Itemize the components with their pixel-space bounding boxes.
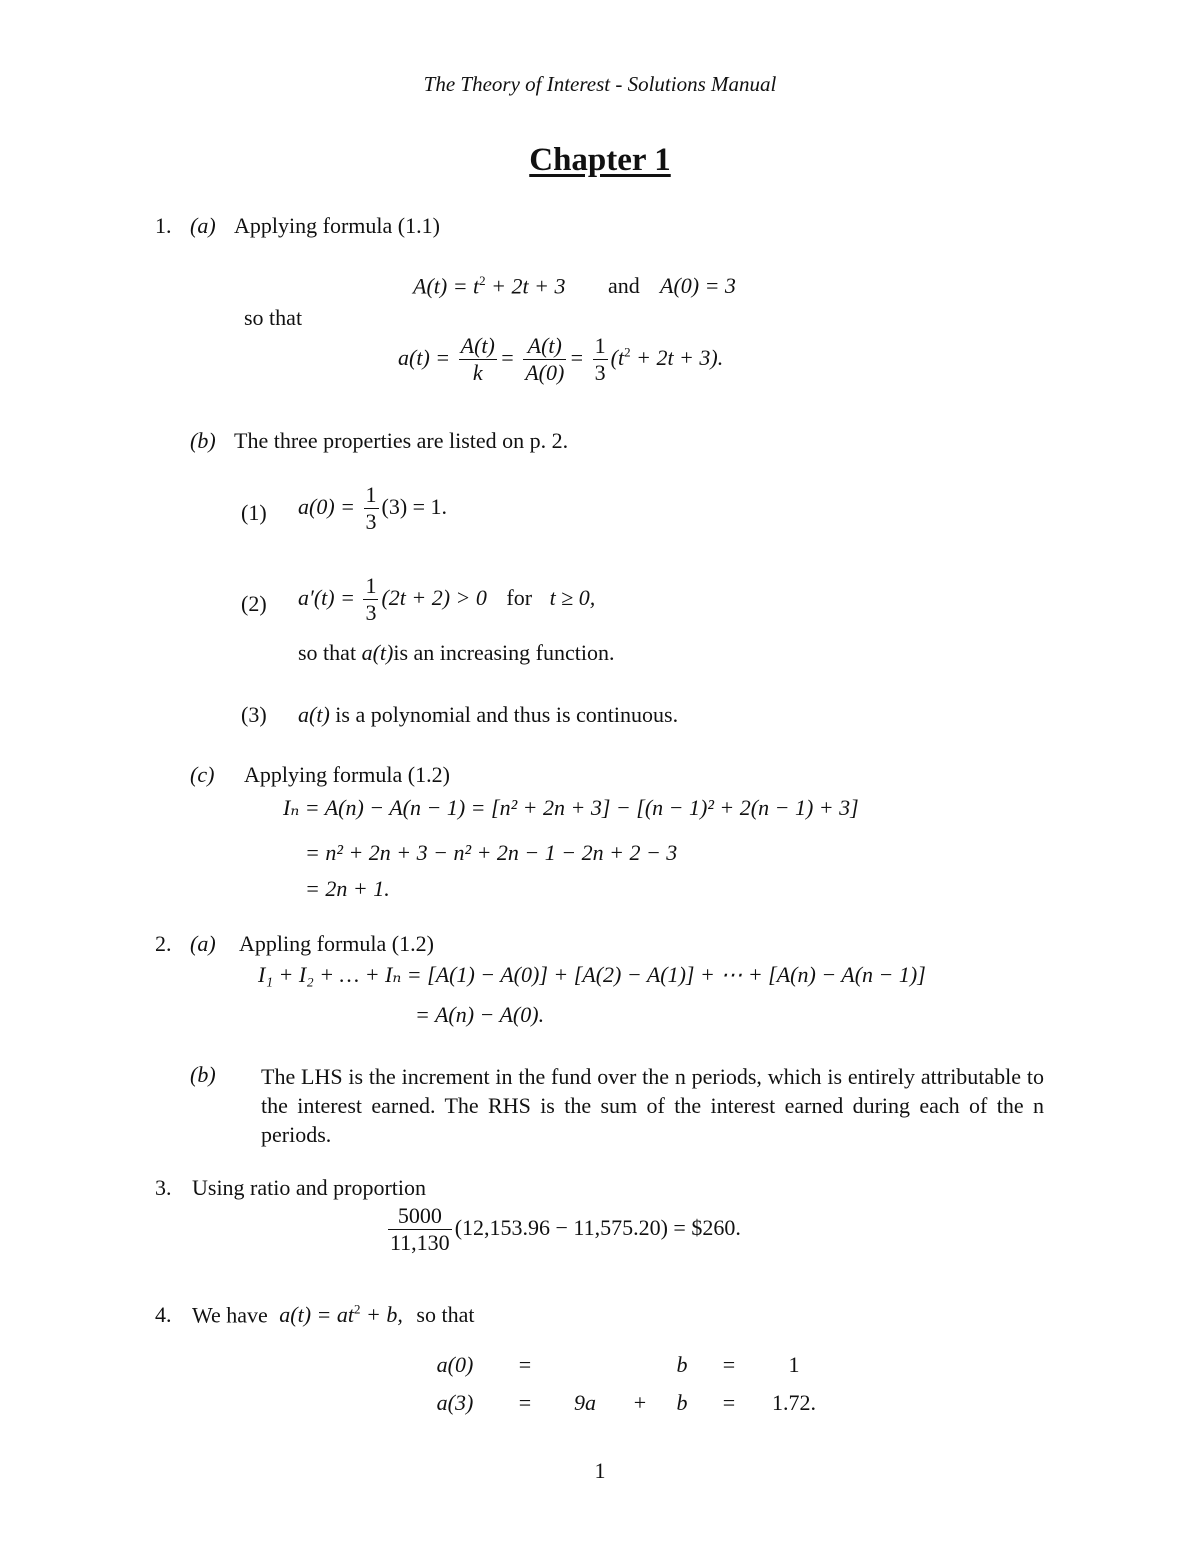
problem-2-number: 2. — [155, 931, 172, 956]
problem-1b-label: (b) — [190, 428, 216, 453]
equation-A-0: A(0) = 3 — [660, 273, 736, 298]
problem-1-number: 1. — [155, 213, 172, 238]
property-2-line2: so that a(t)is an increasing function. — [298, 640, 615, 665]
fraction-one-third-prop1: $\frac{1}{3}$ — [365, 482, 377, 535]
problem-2a-label: (a) — [190, 931, 216, 956]
problem-1a-label: (a) — [190, 213, 216, 238]
and-word: and — [608, 273, 640, 298]
problem-2a-line1: I₁ + I₂ + … + Iₙ = [A(1) − A(0)] + [A(2) − A(1)] + ⋯ + [A(n) − A(n − 1)] — [258, 962, 926, 987]
fraction-A-over-A0: $\frac{A(t)}{A(0)}$ — [525, 333, 565, 386]
fraction-A-over-k: $\frac{A(t)}{k}$ — [460, 333, 495, 386]
property-1-equation: a(0) = $\frac{1}{3}$ (3) = 1. — [298, 482, 448, 535]
so-that-text: so that — [244, 305, 303, 330]
problem-4-row-1: a(0) = b = 1 — [436, 1352, 800, 1377]
property-2-equation: a′(t) = $\frac{1}{3}$ (2t + 2) > 0 for t ≥ 0, — [298, 573, 596, 626]
property-3-label: (3) — [241, 702, 267, 727]
property-3-text: a(t) is a polynomial and thus is continuous. — [298, 702, 679, 727]
problem-1c-label: (c) — [190, 762, 215, 787]
problem-4-text: We have $a(t) = at^2 + b$, so that — [192, 1302, 475, 1328]
problem-1b-text: The three properties are listed on p. 2. — [234, 428, 569, 453]
problem-4-row-2: a(3) = 9a + b = 1.72. — [436, 1390, 816, 1415]
property-1-label: (1) — [241, 500, 267, 525]
fraction-5000-over-11130: $\frac{5000}{11,130}$ — [390, 1203, 450, 1256]
problem-1c-line1: Iₙ = A(n) − A(n − 1) = [n² + 2n + 3] − [(n − 1)² + 2(n − 1) + 3] — [283, 795, 859, 820]
fraction-one-third: $\frac{1}{3}$ — [594, 333, 606, 386]
problem-4-number: 4. — [155, 1302, 172, 1327]
problem-3-number: 3. — [155, 1175, 172, 1200]
equation-A-t: $A(t) = t^2 + 2t + 3$ — [413, 273, 566, 299]
problem-1c-line2: = n² + 2n + 3 − n² + 2n − 1 − 2n + 2 − 3 — [305, 840, 678, 865]
page-number: 1 — [594, 1458, 606, 1483]
property-2-label: (2) — [241, 591, 267, 616]
problem-1c-text: Applying formula (1.2) — [244, 762, 450, 787]
running-header: The Theory of Interest - Solutions Manual — [423, 72, 777, 96]
fraction-one-third-prop2: $\frac{1}{3}$ — [365, 573, 377, 626]
problem-3-equation: $\frac{5000}{11,130}$ (12,153.96 − 11,575.20) = $260. — [390, 1203, 741, 1256]
equation-a-t: a(t) = $\frac{A(t)}{k}$ = $\frac{A(t)}{A(0)}$ = $\frac{1}{3}$ $(t^2 + 2t + 3)$. — [398, 333, 724, 386]
problem-1c-line3: = 2n + 1. — [305, 876, 390, 901]
problem-1a-text: Applying formula (1.1) — [234, 213, 440, 238]
problem-2a-line2: = A(n) − A(0). — [415, 1002, 545, 1027]
problem-2a-text: Appling formula (1.2) — [239, 931, 434, 956]
chapter-title: Chapter 1 — [529, 142, 671, 178]
problem-2b-text: The LHS is the increment in the fund over the n periods, which is entirely attributable to the interest earned. The RHS is the sum of the interest earned during each of the n periods. — [261, 1064, 1044, 1147]
problem-2b-label: (b) — [190, 1062, 216, 1087]
problem-3-text: Using ratio and proportion — [192, 1175, 427, 1200]
